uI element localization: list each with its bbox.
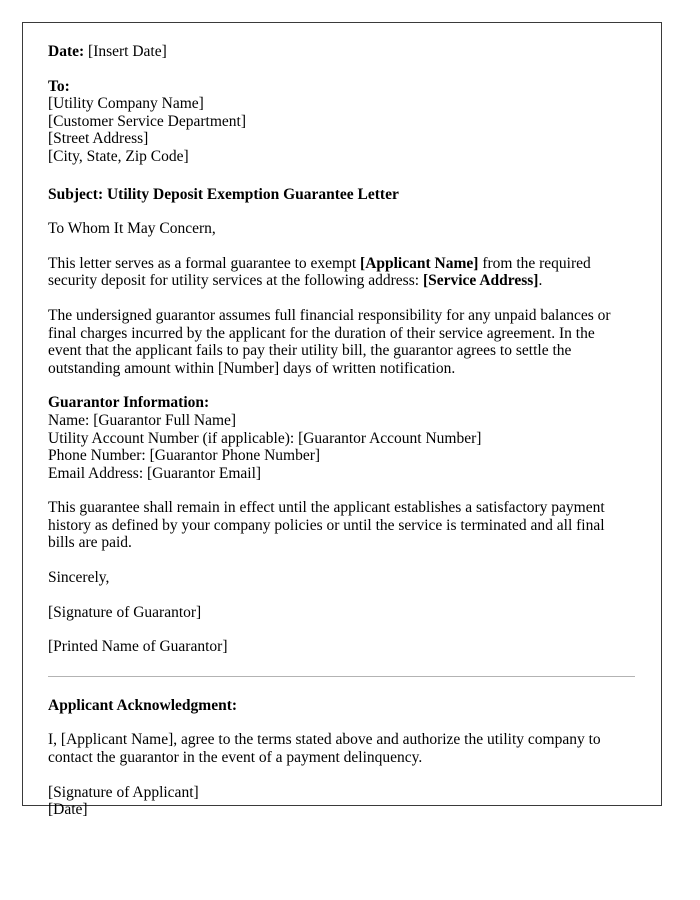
date-applicant-line: [Date] <box>48 801 88 819</box>
recipient-line-1: [Utility Company Name] <box>48 95 204 113</box>
body-paragraph-3: This guarantee shall remain in effect until the applicant establishes a satisfactory payment history as defined by your company policies or until the service is terminated and all final bills are paid. <box>48 499 605 552</box>
printed-name-guarantor-line: [Printed Name of Guarantor] <box>48 638 228 656</box>
spacer <box>48 61 613 78</box>
recipient-line-2: [Customer Service Department] <box>48 112 246 130</box>
spacer <box>48 621 613 638</box>
body-paragraph-1 <box>48 255 613 290</box>
spacer <box>48 587 613 604</box>
spacer <box>48 377 613 394</box>
service-address-placeholder: [Service Address] <box>422 272 539 290</box>
date-block <box>48 43 613 61</box>
date-value: [Insert Date] <box>88 43 167 60</box>
spacer <box>48 677 613 697</box>
guarantor-information-block <box>48 394 613 482</box>
paragraph1-text-before: This letter serves as a formal guarantee to exempt <box>48 254 361 272</box>
paragraph1-text-after: . <box>538 272 543 290</box>
to-label: To: <box>48 77 70 95</box>
guarantor-account-line: Utility Account Number (if applicable): [Guarantor Account Number] <box>48 429 482 447</box>
acknowledgment-text: I, [Applicant Name], agree to the terms stated above and authorize the utility company to contact the guarantor in the event of a payment delinquency. <box>48 731 601 767</box>
guarantor-name-line: Name: [Guarantor Full Name] <box>48 411 237 429</box>
spacer <box>48 203 613 220</box>
recipient-line-3: [Street Address] <box>48 130 149 148</box>
spacer <box>48 552 613 569</box>
document-body <box>48 43 613 819</box>
recipient-line-4: [City, State, Zip Code] <box>48 147 189 165</box>
spacer <box>48 767 613 784</box>
spacer <box>48 166 613 186</box>
spacer <box>48 482 613 499</box>
body-paragraph-2: The undersigned guarantor assumes full financial responsibility for any unpaid balances or final charges incurred by the applicant for the duration of their service agreement. In the event that the applicant fails to pay their utility bill, the guarantor agrees to settle the outstanding amount within [Number] days of written notification. <box>48 306 611 377</box>
guarantor-email-line: Email Address: [Guarantor Email] <box>48 464 262 482</box>
spacer <box>48 290 613 307</box>
paragraph1-text-middle: from the required security deposit for utility services at the following address: <box>48 254 591 290</box>
document-page <box>22 22 662 819</box>
acknowledgment-heading: Applicant Acknowledgment: <box>48 696 238 714</box>
date-line <box>48 43 613 61</box>
salutation: To Whom It May Concern, <box>48 220 216 238</box>
date-label: Date: <box>48 43 85 60</box>
applicant-name-placeholder: [Applicant Name] <box>360 254 479 272</box>
spacer <box>48 714 613 731</box>
spacer <box>48 656 613 676</box>
signature-applicant-line: [Signature of Applicant] <box>48 783 199 801</box>
guarantor-heading: Guarantor Information: <box>48 394 210 412</box>
spacer <box>48 238 613 255</box>
recipient-block <box>48 78 613 166</box>
signature-guarantor-line: [Signature of Guarantor] <box>48 603 202 621</box>
subject-line: Subject: Utility Deposit Exemption Guarantee Letter <box>48 185 399 203</box>
closing: Sincerely, <box>48 569 110 587</box>
guarantor-phone-line: Phone Number: [Guarantor Phone Number] <box>48 447 321 465</box>
